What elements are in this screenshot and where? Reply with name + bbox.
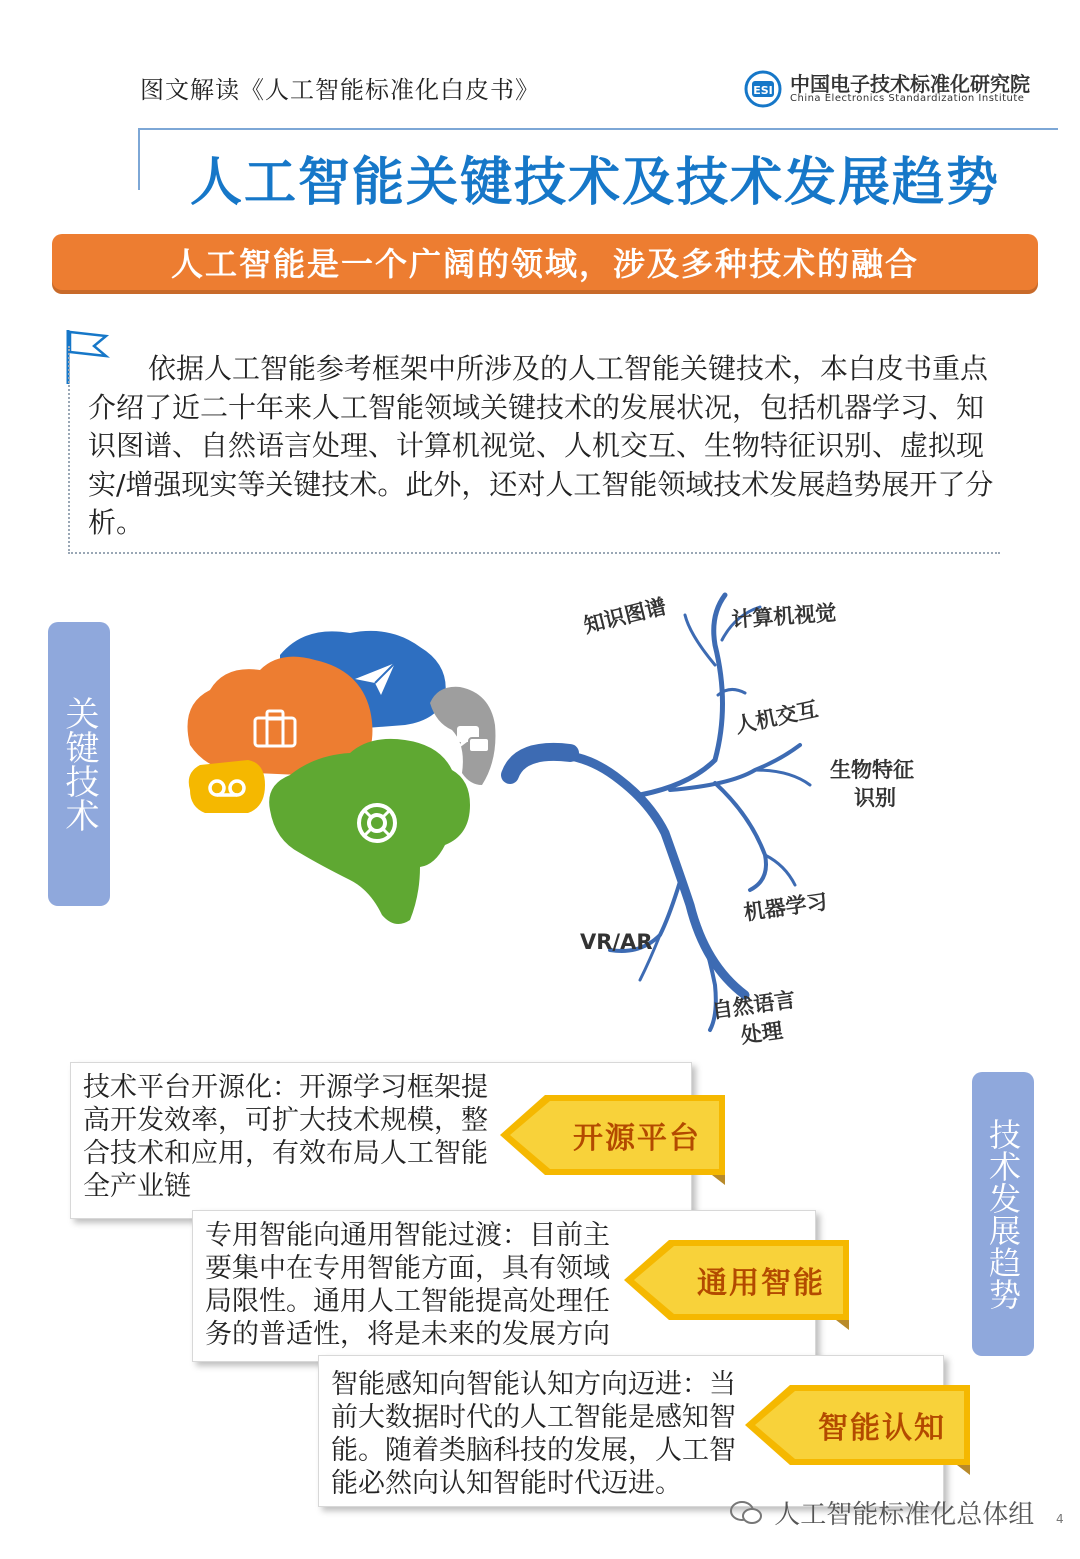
tech-label-hci: 人机交互 bbox=[733, 696, 821, 738]
trend-text: 技术平台开源化：开源学习框架提高开发效率，可扩大技术规模，整合技术和应用，有效布局人工智能全产业链 bbox=[83, 1072, 488, 1202]
trend-tag-general-intelligence bbox=[624, 1240, 859, 1326]
trend-tag-cognitive-intelligence bbox=[745, 1385, 980, 1471]
page-number: 4 bbox=[1056, 1512, 1064, 1526]
logo-name-cn: 中国电子技术标准化研究院 bbox=[790, 72, 1030, 96]
tech-label-biometrics-line1: 生物特征 bbox=[830, 758, 914, 782]
tech-label-biometrics-line2: 识别 bbox=[854, 786, 896, 810]
tech-label-computer-vision: 计算机视觉 bbox=[730, 600, 838, 632]
tech-label-machine-learning: 机器学习 bbox=[742, 889, 829, 925]
key-tech-side-label bbox=[48, 622, 110, 906]
trend-tag-label: 通用智能 bbox=[697, 1266, 825, 1301]
key-tech-diagram bbox=[170, 585, 914, 1055]
logo-badge-text: ESI bbox=[753, 84, 773, 97]
intro-paragraph: 依据人工智能参考框架中所涉及的人工智能关键技术，本白皮书重点介绍了近二十年来人工智能领域关键技术的发展状况，包括机器学习、知识图谱、自然语言处理、计算机视觉、人机交互、生物特征识别、虚拟现实/增强现实等关键技术。此外，还对人工智能领域技术发展趋势展开了分析。 bbox=[88, 352, 994, 539]
section-banner: 人工智能是一个广阔的领域，涉及多种技术的融合 bbox=[52, 234, 1038, 290]
key-tech-label-text: 关键技术 bbox=[59, 696, 99, 832]
trend-tag-open-platform bbox=[500, 1095, 735, 1181]
trend-text: 专用智能向通用智能过渡：目前主要集中在专用智能方面，具有领域局限性。通用人工智能提高处理任务的普适性，将是未来的发展方向 bbox=[205, 1220, 610, 1350]
wechat-icon bbox=[730, 1500, 762, 1526]
brain-illustration bbox=[188, 631, 496, 924]
tech-label-nlp-line2: 处理 bbox=[739, 1018, 785, 1048]
tech-tree bbox=[510, 595, 810, 1030]
trend-tag-label: 开源平台 bbox=[573, 1121, 701, 1156]
institute-logo bbox=[744, 68, 1044, 108]
esi-logo-icon bbox=[744, 70, 782, 108]
footer-account bbox=[730, 1494, 1034, 1531]
logo-name-en: China Electronics Standardization Institute bbox=[790, 93, 1025, 104]
header-title: 图文解读《人工智能标准化白皮书》 bbox=[140, 76, 540, 104]
trend-text: 智能感知向智能认知方向迈进：当前大数据时代的人工智能是感知智能。随着类脑科技的发展，人工智能必然向认知智能时代迈进。 bbox=[331, 1369, 736, 1499]
tech-label-vr-ar: VR/AR bbox=[580, 930, 653, 954]
page-title: 人工智能关键技术及技术发展趋势 bbox=[190, 153, 1001, 213]
trend-tag-label: 智能认知 bbox=[818, 1411, 946, 1446]
trends-label-text: 技术发展趋势 bbox=[984, 1118, 1022, 1310]
tech-label-nlp-line1: 自然语言 bbox=[710, 987, 797, 1023]
trends-side-label bbox=[972, 1072, 1034, 1356]
tech-label-knowledge-graph: 知识图谱 bbox=[581, 594, 669, 638]
brain-yellow-lobe bbox=[189, 760, 265, 813]
footer-account-name: 人工智能标准化总体组 bbox=[774, 1500, 1035, 1530]
